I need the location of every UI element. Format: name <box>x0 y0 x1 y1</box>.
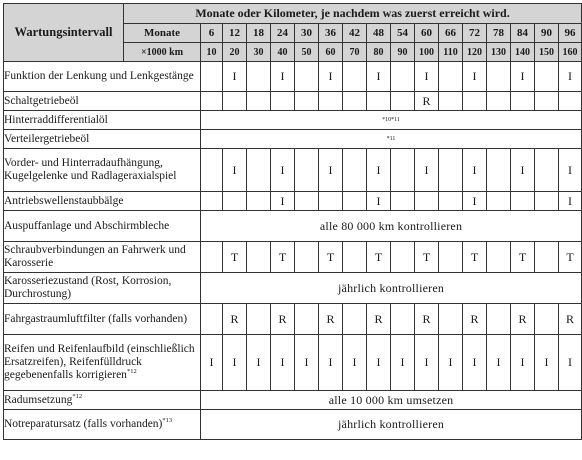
interval-cell <box>439 304 463 335</box>
interval-cell <box>201 304 223 335</box>
table-row <box>4 273 582 304</box>
row-label-text: Verteilergetriebeöl <box>4 132 90 145</box>
interval-cell: R <box>511 304 535 335</box>
interval-cell: I <box>319 149 343 192</box>
row-label <box>4 242 201 273</box>
interval-cell: I <box>535 335 559 391</box>
row-label-text: Antriebswellenstaubbälge <box>4 194 124 207</box>
interval-cell: I <box>559 335 582 391</box>
km-label: ×1000 km <box>124 43 201 62</box>
km-value: 160 <box>559 43 582 62</box>
interval-cell <box>535 192 559 211</box>
interval-span-text: jährlich kontrollieren <box>201 273 582 304</box>
interval-cell <box>343 92 367 111</box>
interval-cell <box>439 149 463 192</box>
interval-cell <box>535 304 559 335</box>
interval-cell <box>319 92 343 111</box>
interval-cell <box>535 62 559 92</box>
month-value: 90 <box>535 24 559 43</box>
interval-cell: I <box>415 62 439 92</box>
interval-cell <box>343 62 367 92</box>
interval-header: Wartungsintervall <box>4 4 124 62</box>
row-label-text: Vorder- und Hinterradaufhängung, Kugelgelenke und Radlageraxialspiel <box>4 157 177 182</box>
interval-cell: T <box>511 242 535 273</box>
interval-cell <box>391 192 415 211</box>
interval-cell: I <box>487 335 511 391</box>
km-value: 120 <box>463 43 487 62</box>
interval-cell <box>511 192 535 211</box>
km-value: 110 <box>439 43 463 62</box>
interval-cell <box>247 149 271 192</box>
row-label-text: Notreparatursatz (falls vorhanden) <box>4 418 163 430</box>
row-label-text: Radumsetzung <box>4 393 73 406</box>
interval-cell <box>439 192 463 211</box>
row-label-text: Karosseriezustand (Rost, Korrosion, Durchrostung) <box>4 275 172 300</box>
interval-cell: I <box>295 335 319 391</box>
km-value: 40 <box>271 43 295 62</box>
km-value: 130 <box>487 43 511 62</box>
month-value: 78 <box>487 24 511 43</box>
interval-cell <box>343 304 367 335</box>
table-row <box>4 149 582 192</box>
interval-cell <box>343 149 367 192</box>
interval-cell: I <box>271 192 295 211</box>
footnote-reference: *10*11 <box>201 111 582 130</box>
interval-cell: I <box>463 192 487 211</box>
interval-cell <box>247 304 271 335</box>
interval-cell: I <box>223 335 247 391</box>
interval-cell <box>391 242 415 273</box>
month-value: 18 <box>247 24 271 43</box>
interval-cell <box>343 242 367 273</box>
month-value: 36 <box>319 24 343 43</box>
interval-cell <box>487 92 511 111</box>
interval-cell <box>535 92 559 111</box>
interval-cell: R <box>223 304 247 335</box>
interval-cell <box>247 242 271 273</box>
interval-cell <box>295 304 319 335</box>
interval-subtitle: Monate oder Kilometer, je nachdem was zuerst erreicht wird. <box>124 4 582 24</box>
interval-cell: R <box>415 304 439 335</box>
interval-cell <box>487 62 511 92</box>
interval-cell <box>535 242 559 273</box>
row-label-text: Reifen und Reifenlaufbild (einschließlich Ersatzreifen), Reifenfülldruck gegebenenfalls korrigieren <box>4 343 195 381</box>
interval-cell <box>487 304 511 335</box>
month-value: 66 <box>439 24 463 43</box>
interval-cell <box>367 92 391 111</box>
interval-span-text: jährlich kontrollieren <box>201 410 582 440</box>
interval-cell: I <box>415 335 439 391</box>
row-label-text: Fahrgastraumluftfilter (falls vorhanden) <box>4 312 188 325</box>
interval-cell: I <box>247 335 271 391</box>
header-row-title <box>4 4 582 24</box>
footnote-marker: *12 <box>72 392 83 400</box>
row-label <box>4 391 201 410</box>
interval-cell <box>391 62 415 92</box>
table-row <box>4 211 582 242</box>
month-value: 6 <box>201 24 223 43</box>
month-value: 96 <box>559 24 582 43</box>
interval-cell: I <box>271 62 295 92</box>
interval-cell <box>439 92 463 111</box>
interval-cell: I <box>319 62 343 92</box>
interval-cell: I <box>463 62 487 92</box>
interval-cell <box>295 62 319 92</box>
interval-cell <box>391 92 415 111</box>
row-label-text: Auspuffanlage und Abschirmbleche <box>4 219 170 232</box>
maintenance-schedule-table <box>3 3 582 440</box>
interval-cell <box>201 62 223 92</box>
interval-cell <box>463 92 487 111</box>
interval-cell <box>535 149 559 192</box>
km-value: 10 <box>201 43 223 62</box>
interval-cell <box>295 149 319 192</box>
table-row <box>4 410 582 440</box>
interval-cell <box>247 192 271 211</box>
interval-cell: T <box>319 242 343 273</box>
interval-cell: T <box>223 242 247 273</box>
table-row <box>4 335 582 391</box>
table-row <box>4 111 582 130</box>
km-value: 70 <box>343 43 367 62</box>
interval-cell <box>319 192 343 211</box>
row-label <box>4 62 201 92</box>
interval-cell: I <box>343 335 367 391</box>
row-label <box>4 149 201 192</box>
interval-cell: I <box>391 335 415 391</box>
interval-cell <box>343 192 367 211</box>
interval-cell: I <box>367 335 391 391</box>
km-value: 100 <box>415 43 439 62</box>
row-label <box>4 111 201 130</box>
month-value: 72 <box>463 24 487 43</box>
row-label <box>4 211 201 242</box>
row-label <box>4 92 201 111</box>
interval-cell: I <box>511 62 535 92</box>
interval-cell: I <box>271 149 295 192</box>
km-value: 60 <box>319 43 343 62</box>
interval-cell <box>271 92 295 111</box>
interval-cell <box>223 192 247 211</box>
row-label-text: Schraubverbindungen an Fahrwerk und Karosserie <box>4 244 186 269</box>
interval-cell <box>391 149 415 192</box>
month-value: 60 <box>415 24 439 43</box>
row-label-text: Hinterraddifferentialöl <box>4 113 108 126</box>
km-value: 20 <box>223 43 247 62</box>
interval-cell: T <box>271 242 295 273</box>
row-label <box>4 273 201 304</box>
interval-cell: I <box>463 335 487 391</box>
month-value: 12 <box>223 24 247 43</box>
interval-cell: R <box>367 304 391 335</box>
table-row <box>4 92 582 111</box>
row-label-text: Funktion der Lenkung und Lenkgestänge <box>4 70 194 82</box>
interval-cell: I <box>559 192 582 211</box>
month-value: 84 <box>511 24 535 43</box>
interval-cell <box>247 92 271 111</box>
interval-cell: I <box>511 149 535 192</box>
row-label <box>4 130 201 149</box>
interval-cell <box>487 242 511 273</box>
interval-cell <box>201 92 223 111</box>
row-label <box>4 304 201 335</box>
table-row <box>4 62 582 92</box>
interval-cell <box>391 304 415 335</box>
table-row <box>4 391 582 410</box>
interval-cell: T <box>559 242 582 273</box>
interval-cell: I <box>463 149 487 192</box>
interval-cell <box>559 92 582 111</box>
interval-cell <box>201 192 223 211</box>
interval-cell: R <box>319 304 343 335</box>
footnote-marker: *13 <box>162 417 173 425</box>
interval-span-text: alle 10 000 km umsetzen <box>201 391 582 410</box>
interval-cell: I <box>319 335 343 391</box>
table-row <box>4 304 582 335</box>
interval-cell: R <box>559 304 582 335</box>
interval-cell: I <box>271 335 295 391</box>
km-value: 150 <box>535 43 559 62</box>
interval-cell <box>439 242 463 273</box>
interval-cell: I <box>367 192 391 211</box>
interval-cell <box>201 242 223 273</box>
interval-cell: R <box>463 304 487 335</box>
interval-cell: I <box>439 335 463 391</box>
km-value: 30 <box>247 43 271 62</box>
table-row <box>4 192 582 211</box>
km-value: 80 <box>367 43 391 62</box>
interval-cell: I <box>559 149 582 192</box>
interval-cell: I <box>511 335 535 391</box>
interval-cell <box>295 192 319 211</box>
month-value: 24 <box>271 24 295 43</box>
km-value: 50 <box>295 43 319 62</box>
interval-cell: T <box>367 242 391 273</box>
interval-cell: I <box>415 149 439 192</box>
interval-cell <box>247 62 271 92</box>
interval-cell: I <box>223 62 247 92</box>
interval-cell <box>487 149 511 192</box>
row-label <box>4 192 201 211</box>
interval-cell: I <box>559 62 582 92</box>
interval-cell: I <box>201 335 223 391</box>
interval-cell <box>487 192 511 211</box>
interval-cell: R <box>415 92 439 111</box>
km-value: 90 <box>391 43 415 62</box>
table-row <box>4 130 582 149</box>
interval-cell <box>415 192 439 211</box>
interval-cell <box>295 92 319 111</box>
interval-cell: I <box>367 62 391 92</box>
table-row <box>4 242 582 273</box>
month-value: 54 <box>391 24 415 43</box>
month-value: 48 <box>367 24 391 43</box>
row-label <box>4 410 201 440</box>
interval-cell <box>223 92 247 111</box>
interval-cell <box>439 62 463 92</box>
month-value: 42 <box>343 24 367 43</box>
interval-cell: T <box>463 242 487 273</box>
interval-cell <box>295 242 319 273</box>
footnote-reference: *11 <box>201 130 582 149</box>
row-label <box>4 335 201 391</box>
interval-cell <box>511 92 535 111</box>
interval-cell: R <box>271 304 295 335</box>
interval-cell: T <box>415 242 439 273</box>
interval-span-text: alle 80 000 km kontrollieren <box>201 211 582 242</box>
interval-cell: I <box>367 149 391 192</box>
month-value: 30 <box>295 24 319 43</box>
row-label-text: Schaltgetriebeöl <box>4 94 79 107</box>
km-value: 140 <box>511 43 535 62</box>
interval-cell: I <box>223 149 247 192</box>
months-label: Monate <box>124 24 201 43</box>
interval-cell <box>201 149 223 192</box>
footnote-marker: *12 <box>126 368 137 376</box>
